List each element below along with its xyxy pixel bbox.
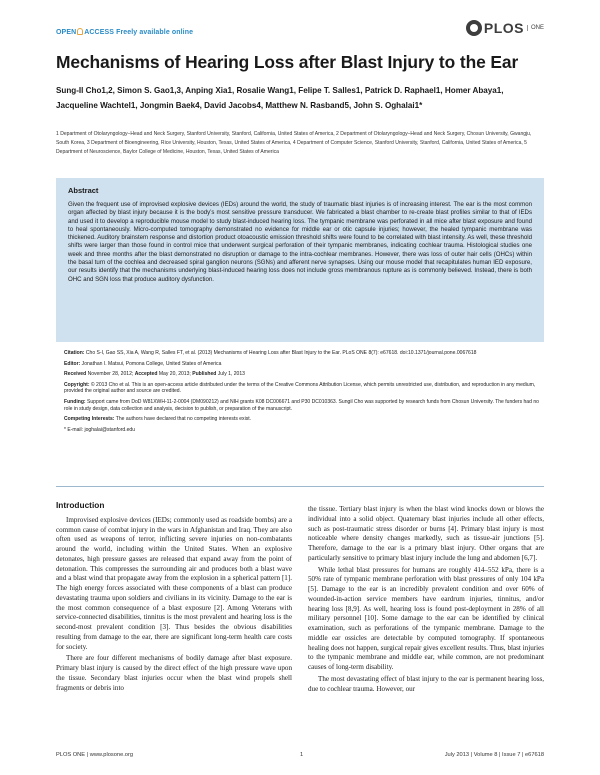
intro-paragraph-1: Improvised explosive devices (IEDs; commonly used as roadside bombs) are a common cause of combat injury in the wars in Afghanistan and Iraq. They are also often used as weapons of terror, inflicting severe injuries on non-combatants around the world, including within the United States. When an explosive detonates, high pressure gasses are released that expand away from the point of detonation. This compresses the surrounding air and produces both a blast wave and a blast wind that propagate away from the explosion in a spherical pattern [1]. The high energy forces associated with these components of a blast can produce devastating trauma upon soldiers and civilians in its vicinity. Damage to the ear is the most common consequence of a blast exposure [2]. Among Veterans with service-connected disabilities, tinnitus is the most prevalent and hearing loss is the second-most prevalent condition [3]. Thus besides the obvious disabilities resulting from damage to the ear, there are significant long-term health care costs for society. [56,515,292,651]
abstract-heading: Abstract [68,186,99,195]
intro-paragraph-4: The most devastating effect of blast injury to the ear is permanent hearing loss, due to cochlear trauma. However, our [308,674,544,693]
editor-line [64,361,540,368]
open-access-banner [56,28,193,36]
plos-one-logo [466,20,544,36]
intro-paragraph-2-cont: the tissue. Tertiary blast injury is when the blast wind knocks down or blows the individual into a solid object. Quaternary blast injuries include all other effects, such as post-traumatic stress disorder or burns [4]. Primary blast injury is most noticeable where density changes markedly, such as tissue-air junctions [5]. Therefore, damage to the ear is a primary blast injury. Other organs that are particularly sensitive to primary blast injury include the lung and abdomen [6,7]. [308,505,544,562]
citation-line [64,350,540,357]
received-label: Received [64,371,87,377]
published-date: July 1, 2013 [217,371,245,377]
article-title: Mechanisms of Hearing Loss after Blast Injury to the Ear [56,52,519,72]
section-divider [56,486,544,487]
accepted-date: May 20, 2013; [158,371,191,377]
open-access-lock-icon [77,28,83,35]
open-access-label: OPEN [56,29,77,36]
accepted-label: Accepted [134,371,158,377]
open-access-label-rest: ACCESS Freely available online [84,29,194,36]
copyright-text: © 2013 Cho et al. This is an open-access article distributed under the terms of the Creative Commons Attribution License, which permits unrestricted use, distribution, and reproduction in any medium, provided the original author and source are credited. [64,381,536,395]
funding-label: Funding: [64,398,86,405]
article-metadata [64,350,540,437]
plos-logo-mark-icon [466,20,482,36]
citation-text: Cho S-I, Gao SS, Xia A, Wang R, Salles FT, et al. (2013) Mechanisms of Hearing Loss after Blast Injury to the Ear. PLoS ONE 8(7): e67618. doi:10.1371/journal.pone.0067618 [85,350,477,356]
competing-interests-line [64,416,540,423]
email-line[interactable]: * E-mail: joghalai@stanford.edu [64,426,136,433]
abstract-text: Given the frequent use of improvised explosive devices (IEDs) around the world, the study of traumatic blast injuries is of increasing interest. The ear is the most common organ affected by blast injury because it is the body’s most sensitive pressure transducer. We fabricated a blast chamber to re-create blast profiles similar to that of IEDs and used it to develop a reproducible mouse model to study blast-induced hearing loss. The tympanic membrane was perforated in all mice after blast exposure and found to heal spontaneously. Micro-computed tomography demonstrated no evidence for middle ear or otic capsule injuries; however, the healed tympanic membrane was thickened. Auditory brainstem response and distortion product otoacoustic emission threshold shifts were found to be correlated with blast intensity. As well, these threshold shifts were larger than those found in control mice that underwent surgical perforation of their tympanic membranes, indicating cochlear trauma. Histological studies one week and three months after the blast demonstrated no disruption or damage to the intra-cochlear membranes. However, there was loss of outer hair cells (OHCs) within the basal turn of the cochlea and decreased spiral ganglion neurons (SGNs) and afferent nerve synapses. Using our mouse model that recapitulates human IED exposure, our results identify that the mechanisms underlying blast-induced hearing loss does not include gross membranous rupture as is commonly believed. Instead, there is both OHC and SGN loss that produce auditory dysfunction. [68,201,532,283]
funding-line [64,399,540,413]
dates-line [64,371,540,378]
copyright-line [64,382,540,396]
published-label: Published [192,371,217,377]
intro-paragraph-2: There are four different mechanisms of bodily damage after blast exposure. Primary blast injury is caused by the direct effect of the high pressure wave upon the tissue. Secondary blast injuries occur when the blast wind propels shell fragments or debris into [56,654,292,692]
editor-text: Jonathan I. Matsui, Pomona College, United States of America [81,360,222,367]
abstract-box [56,178,544,342]
journal-header [56,20,544,42]
plos-logo-sub: ONE [527,25,544,31]
page-footer [56,752,544,764]
author-list: Sung-Il Cho1,2, Simon S. Gao1,3, Anping Xia1, Rosalie Wang1, Felipe T. Salles1, Patrick D. Raphael1, Homer Abaya1, Jacqueline Wachtel1, Jongmin Baek4, David Jacobs4, Matthew N. Rasband5, John S. Oghalai1* [56,86,504,110]
introduction-heading: Introduction [56,500,105,510]
editor-label: Editor: [64,360,81,367]
copyright-label: Copyright: [64,381,90,388]
affiliations: 1 Department of Otolaryngology–Head and Neck Surgery, Stanford University, Stanford, California, United States of America, 2 Department of Otolaryngology–Head and Neck Surgery, Chosun University, Gwangju, South Korea, 3 Department of Bioengineering, Rice University, Houston, Texas, United States of America, 4 Department of Computer Science, Stanford University, Stanford, California, United States of America, 5 Department of Neuroscience, Baylor College of Medicine, Houston, Texas, United States of America [56,131,532,156]
footer-journal[interactable]: PLOS ONE | www.plosone.org [56,752,134,758]
received-date: November 28, 2012; [87,371,134,377]
plos-logo-text: PLOS [483,20,524,36]
competing-interests-text: The authors have declared that no competing interests exist. [115,416,252,423]
funding-text: Support came from DoD W81XWH-11-2-0004 (DM090212) and NIH grants K08 DC006671 and P30 DC010363. Sungil Cho was supported by research funds from Chosun University. The funders had no role in study design, data collection and analysis, decision to publish, or preparation of the manuscript. [64,398,539,412]
body-column-right [308,505,544,696]
competing-interests-label: Competing Interests: [64,416,115,423]
intro-paragraph-3: While lethal blast pressures for humans are roughly 414–552 kPa, there is a 50% rate of tympanic membrane perforation with blast pressures of only 104 kPa [5]. Damage to the ear is an incredibly prevalent condition and over 60% of wounded-in-action service members have eardrum injuries, tinnitus, and/or hearing loss [8,9]. As well, hearing loss is found post-deployment in 28% of all military personnel [10]. Some damage to the ear can be identified by clinical examination, such as perforations of the tympanic membrane. Damage to the middle ear ossicles are detectable by computed tomography. If spontaneous healing does not happen, surgical repair gives excellent results. Thus, blast injuries to the tympanic membrane and middle ear, while common, are not predominant causes of long-term disability. [308,565,544,671]
citation-label: Citation: [64,350,85,356]
footer-issue: July 2013 | Volume 8 | Issue 7 | e67618 [444,752,544,758]
page-number: 1 [300,752,304,758]
body-column-left [56,501,292,695]
